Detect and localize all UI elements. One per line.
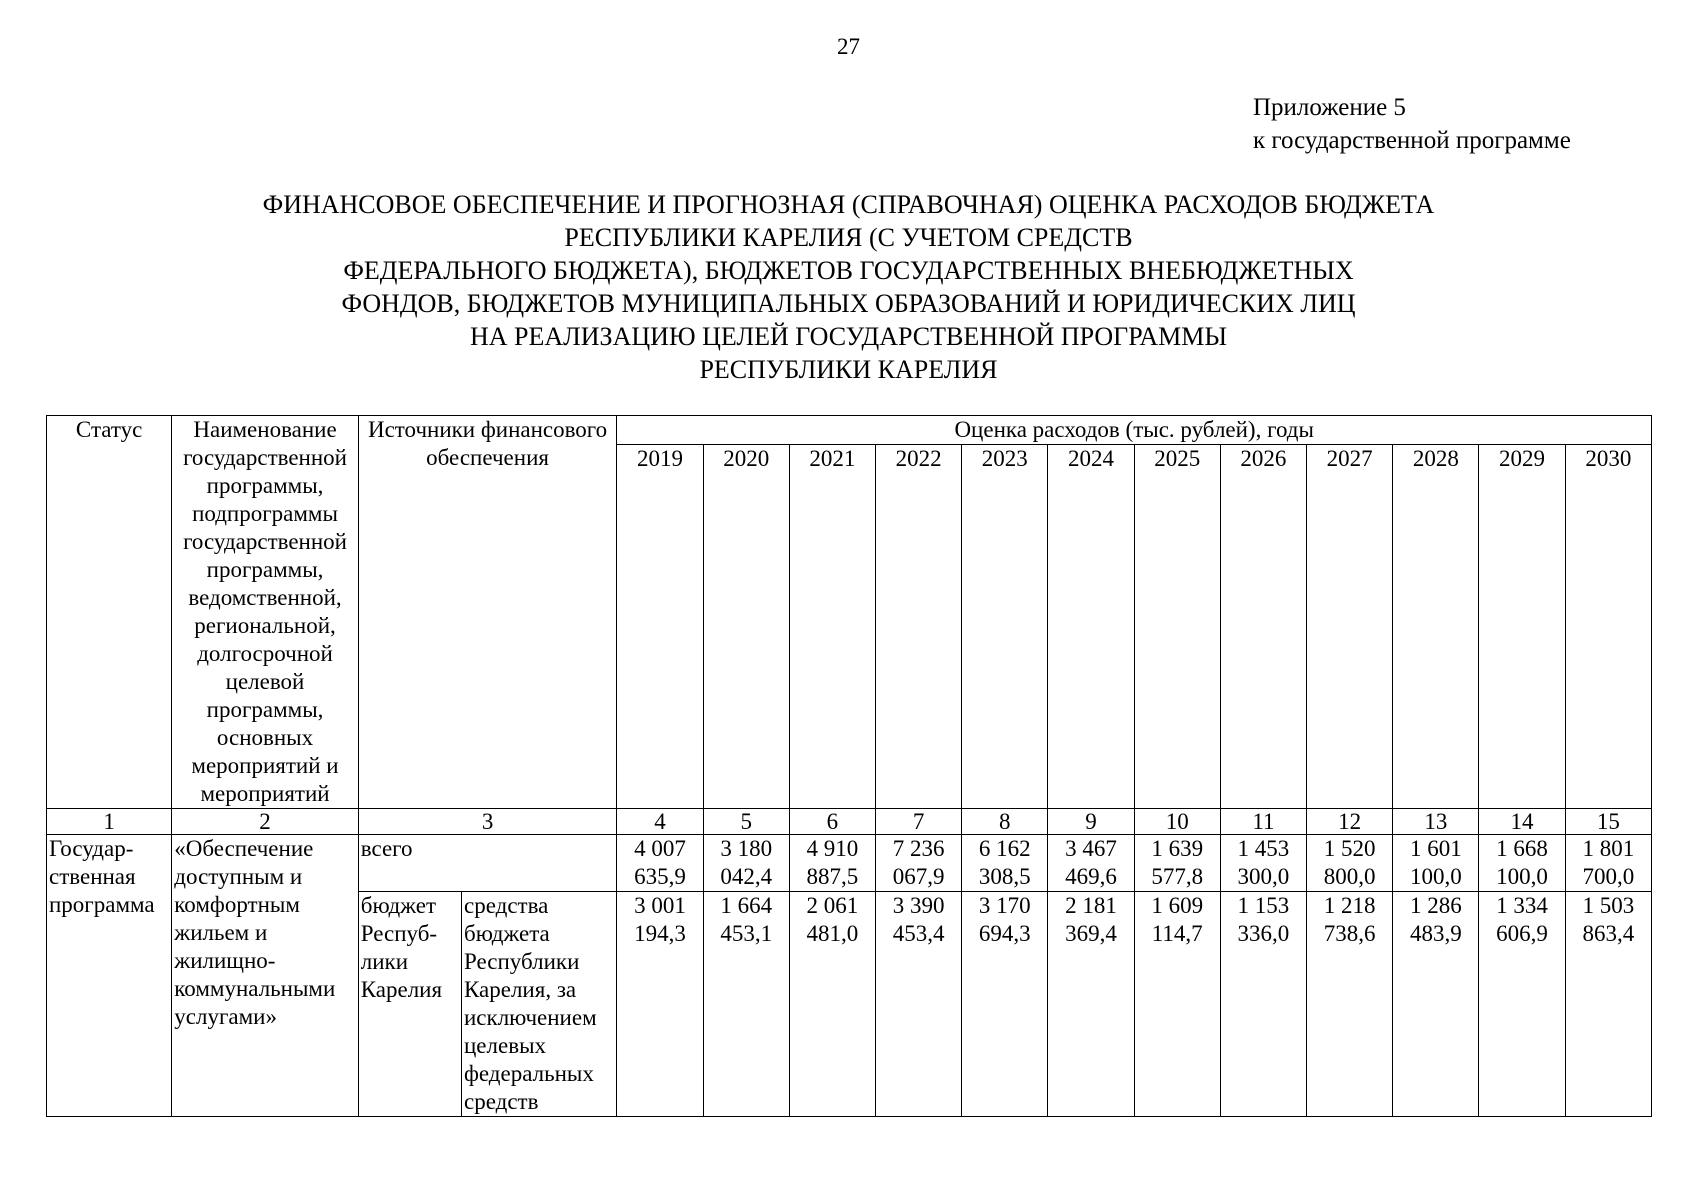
value-cell: 6 162 308,5 [962,835,1048,892]
column-number: 9 [1048,809,1134,835]
header-sources: Источники финансового обеспечения [358,416,617,809]
source-budget: бюджет Респуб-лики Карелия [358,892,461,1117]
title-line: ФИНАНСОВОЕ ОБЕСПЕЧЕНИЕ И ПРОГНОЗНАЯ (СПРАВОЧНАЯ) ОЦЕНКА РАСХОДОВ БЮДЖЕТА [262,190,1435,219]
value-cell: 3 001 194,3 [617,892,703,1117]
column-number: 3 [358,809,617,835]
header-row [47,416,1652,445]
column-number: 4 [617,809,703,835]
header-year: 2025 [1134,445,1220,809]
title-line: НА РЕАЛИЗАЦИЮ ЦЕЛЕЙ ГОСУДАРСТВЕННОЙ ПРОГРАММЫ [469,322,1228,351]
column-number: 8 [962,809,1048,835]
header-name: Наименование государственной программы, подпрограммы государственной программы, ведомственной, региональной, долгосрочной целевой программы, основных мероприятий и мероприятий [172,416,358,809]
column-number: 13 [1393,809,1479,835]
value-cell: 1 503 863,4 [1565,892,1651,1117]
title-line: ФЕДЕРАЛЬНОГО БЮДЖЕТА), БЮДЖЕТОВ ГОСУДАРСТВЕННЫХ ВНЕБЮДЖЕТНЫХ [343,256,1354,285]
header-estimate: Оценка расходов (тыс. рублей), годы [617,416,1652,445]
header-year: 2029 [1479,445,1565,809]
source-subsource: средства бюджета Республики Карелия, за исключением целевых федеральных средств [462,892,617,1117]
column-numbers-row [47,809,1652,835]
program-status: Государ-ственная программа [47,835,172,1117]
value-cell: 2 181 369,4 [1048,892,1134,1117]
header-status: Статус [47,416,172,809]
header-year: 2022 [876,445,962,809]
value-cell: 1 218 738,6 [1307,892,1393,1117]
page-number: 27 [837,34,860,59]
column-number: 14 [1479,809,1565,835]
document-title [0,188,1697,386]
column-number: 6 [789,809,875,835]
appendix-line-2: к государственной программе [1253,127,1571,154]
value-cell: 4 007 635,9 [617,835,703,892]
value-cell: 3 170 694,3 [962,892,1048,1117]
appendix-line-1: Приложение 5 [1253,94,1406,121]
header-year: 2030 [1565,445,1651,809]
header-year: 2023 [962,445,1048,809]
column-number: 10 [1134,809,1220,835]
header-year: 2019 [617,445,703,809]
column-number: 2 [172,809,358,835]
header-year: 2024 [1048,445,1134,809]
header-year: 2028 [1393,445,1479,809]
value-cell: 3 180 042,4 [703,835,789,892]
source-total: всего [358,835,617,892]
value-cell: 1 639 577,8 [1134,835,1220,892]
column-number: 15 [1565,809,1651,835]
appendix-note [1253,91,1571,157]
value-cell: 2 061 481,0 [789,892,875,1117]
column-number: 7 [876,809,962,835]
value-cell: 1 609 114,7 [1134,892,1220,1117]
title-line: РЕСПУБЛИКИ КАРЕЛИЯ (С УЧЕТОМ СРЕДСТВ [564,223,1133,252]
header-year: 2020 [703,445,789,809]
header-year: 2027 [1307,445,1393,809]
value-cell: 1 668 100,0 [1479,835,1565,892]
header-year: 2021 [789,445,875,809]
value-cell: 4 910 887,5 [789,835,875,892]
column-number: 1 [47,809,172,835]
table-row [47,835,1652,892]
value-cell: 1 601 100,0 [1393,835,1479,892]
value-cell: 1 453 300,0 [1220,835,1306,892]
financing-table [46,415,1652,1117]
value-cell: 1 664 453,1 [703,892,789,1117]
header-year: 2026 [1220,445,1306,809]
value-cell: 1 801 700,0 [1565,835,1651,892]
value-cell: 3 390 453,4 [876,892,962,1117]
column-number: 12 [1307,809,1393,835]
title-line: ФОНДОВ, БЮДЖЕТОВ МУНИЦИПАЛЬНЫХ ОБРАЗОВАНИЙ И ЮРИДИЧЕСКИХ ЛИЦ [341,289,1356,318]
value-cell: 1 334 606,9 [1479,892,1565,1117]
value-cell: 7 236 067,9 [876,835,962,892]
value-cell: 3 467 469,6 [1048,835,1134,892]
value-cell: 1 286 483,9 [1393,892,1479,1117]
title-line: РЕСПУБЛИКИ КАРЕЛИЯ [699,355,998,384]
column-number: 5 [703,809,789,835]
value-cell: 1 520 800,0 [1307,835,1393,892]
value-cell: 1 153 336,0 [1220,892,1306,1117]
column-number: 11 [1220,809,1306,835]
program-name: «Обеспечение доступным и комфортным жильем и жилищно-коммунальными услугами» [172,835,358,1117]
